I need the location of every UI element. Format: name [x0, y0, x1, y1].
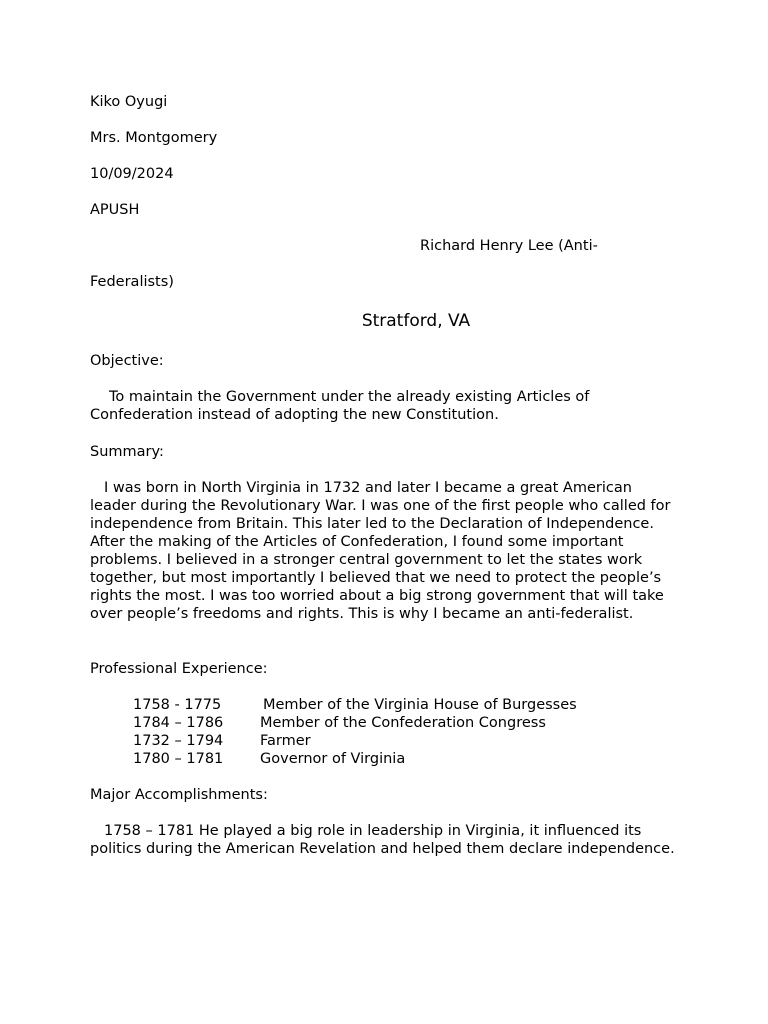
objective-heading: Objective:: [90, 353, 164, 369]
teacher-name: Mrs. Montgomery: [90, 130, 218, 146]
course-name: APUSH: [90, 202, 140, 218]
experience-role: Member of the Virginia House of Burgesses: [263, 697, 577, 713]
experience-years: 1732 – 1794: [133, 733, 224, 749]
student-name: Kiko Oyugi: [90, 94, 168, 110]
experience-role: Farmer: [260, 733, 311, 749]
experience-years: 1780 – 1781: [133, 751, 224, 767]
date: 10/09/2024: [90, 166, 174, 182]
experience-item: [133, 696, 577, 714]
subject-name-line2: Federalists): [90, 274, 174, 290]
location-title: Stratford, VA: [361, 311, 471, 331]
accomplishments-heading: Major Accomplishments:: [90, 787, 268, 803]
subject-name-line1: Richard Henry Lee (Anti-: [420, 238, 598, 254]
experience-role: Member of the Confederation Congress: [260, 715, 546, 731]
experience-years: 1758 - 1775: [133, 697, 222, 713]
experience-heading: Professional Experience:: [90, 661, 268, 677]
experience-role: Governor of Virginia: [260, 751, 406, 767]
experience-years: 1784 – 1786: [133, 715, 224, 731]
experience-item: [133, 750, 406, 768]
summary-heading: Summary:: [90, 444, 164, 460]
objective-text: To maintain the Government under the already existing Articles of Confederation instead of adopting the new Constitution.: [90, 389, 590, 423]
experience-item: [133, 732, 311, 750]
experience-item: [133, 714, 546, 732]
summary-text: I was born in North Virginia in 1732 and later I became a great American leader during the Revolutionary War. I was one of the first people who called for independence from Britain. This later led to the Declaration of Independence. After the making of the Articles of Confederation, I found some important problems. I believed in a stronger central government to let the states work together, but most importantly I believed that we need to protect the people’s rights the most. I was too worried about a big strong government that will take over people’s freedoms and rights. This is why I became an anti-federalist.: [90, 480, 671, 622]
accomplishments-text: 1758 – 1781 He played a big role in leadership in Virginia, it influenced its politics during the American Revelation and helped them declare independence.: [90, 823, 675, 857]
